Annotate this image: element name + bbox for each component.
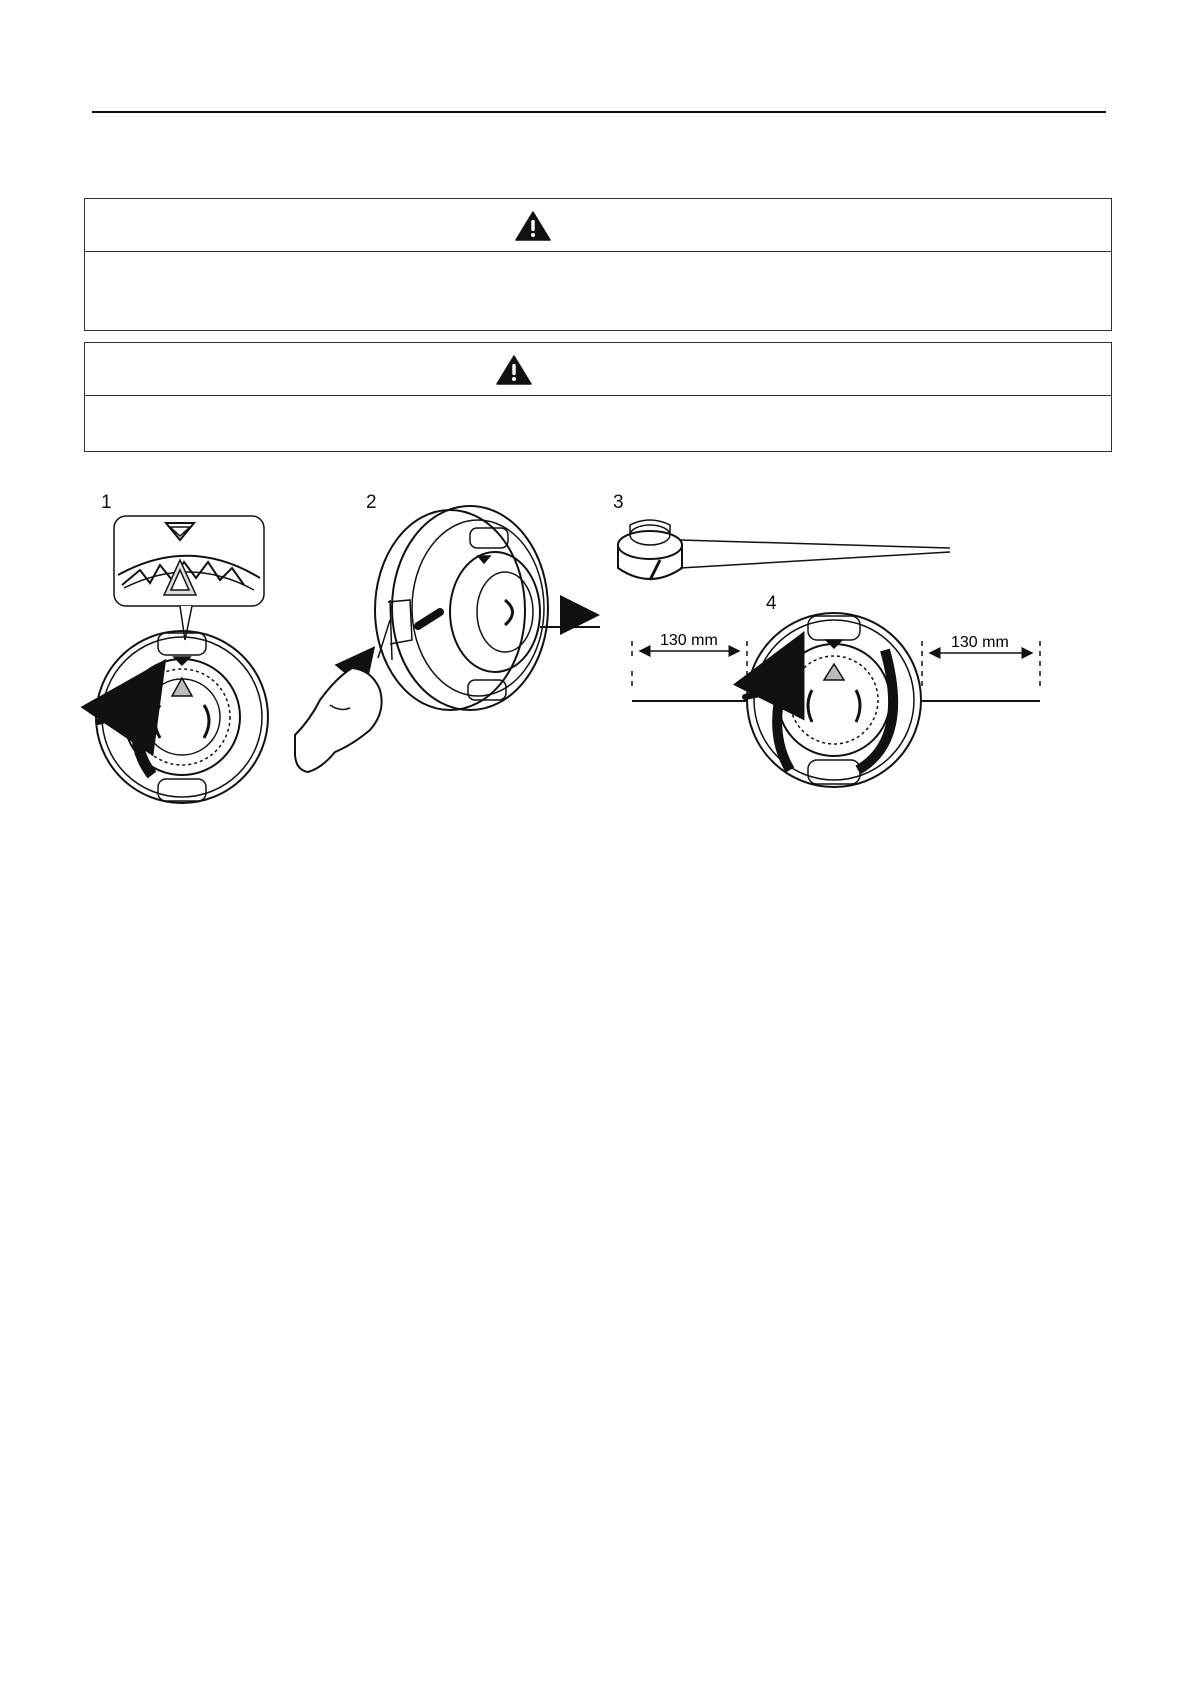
warning-triangle-icon xyxy=(515,211,551,241)
step-label-1: 1 xyxy=(101,492,112,513)
dimension-label-left: 130 mm xyxy=(660,632,718,649)
warning-box-1-header xyxy=(85,199,1111,252)
figure-2-spool-side xyxy=(295,506,600,772)
step-label-4: 4 xyxy=(766,593,777,614)
figure-1-spool-front xyxy=(96,516,268,803)
step-label-2: 2 xyxy=(366,492,377,513)
figure-3-spool-with-lines xyxy=(618,520,950,580)
warning-box-2 xyxy=(84,342,1112,452)
trimmer-head-illustration xyxy=(0,480,1190,820)
dimension-label-right: 130 mm xyxy=(951,634,1009,651)
header-rule xyxy=(92,111,1106,113)
warning-box-2-header xyxy=(85,343,1111,396)
step-label-3: 3 xyxy=(613,492,624,513)
warning-box-1 xyxy=(84,198,1112,331)
warning-triangle-icon xyxy=(496,355,532,385)
